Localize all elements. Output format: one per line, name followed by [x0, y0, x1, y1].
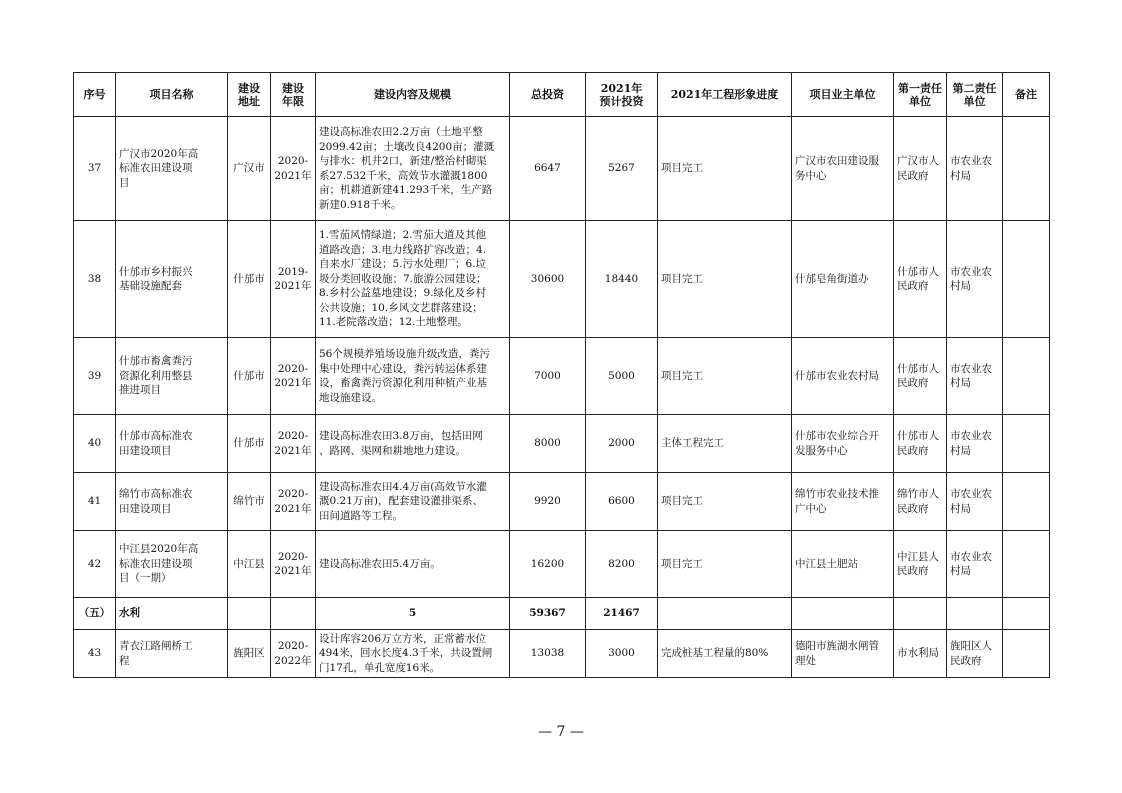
row-no: 39 — [74, 338, 116, 415]
section-total: 59367 — [510, 598, 586, 630]
header-progress: 2021年工程形象进度 — [658, 73, 792, 117]
row-content: 56个规模养殖场设施升级改造，粪污 集中处理中心建设，粪污转运体系建 设，畜禽粪污资源化利用种植产业基 地设施建设。 — [316, 338, 510, 415]
section-count: 5 — [316, 598, 510, 630]
row-progress: 项目完工 — [658, 338, 792, 415]
row-location: 中江县 — [228, 531, 271, 598]
row-no: 43 — [74, 630, 116, 678]
table-row — [74, 531, 1050, 598]
row-location: 广汉市 — [228, 117, 271, 221]
row-first: 什邡市人 民政府 — [894, 415, 947, 473]
row-first: 绵竹市人 民政府 — [894, 473, 947, 531]
row-progress: 项目完工 — [658, 117, 792, 221]
row-plan: 5267 — [586, 117, 658, 221]
header-owner: 项目业主单位 — [792, 73, 894, 117]
row-content: 建设高标准农田2.2万亩（土地平整 2099.42亩；土壤改良4200亩；灌溉 与排水：机井2口，新建/整治村砌渠 系27.532千米，高效节水灌溉1800 亩；机耕道新建41.293千米，生产路 新建0.918千米。 — [316, 117, 510, 221]
row-first: 市水利局 — [894, 630, 947, 678]
row-progress: 项目完工 — [658, 531, 792, 598]
row-second: 市农业农 村局 — [947, 221, 1003, 338]
row-owner: 德阳市旌湖水闸管 理处 — [792, 630, 894, 678]
row-name: 绵竹市高标准农 田建设项目 — [116, 473, 228, 531]
row-first: 什邡市人 民政府 — [894, 221, 947, 338]
row-content: 1.雪茄风情绿道；2.雪茄大道及其他 道路改造；3.电力线路扩容改造；4. 自来水厂建设；5.污水处理厂；6.垃 圾分类回收设施；7.旅游公园建设； 8.乡村公益墓地建设；9.绿化及乡村 公共设施；10.乡风文艺群落建设； 11.老院落改造；12.土地整理。 — [316, 221, 510, 338]
row-note — [1003, 630, 1050, 678]
row-owner: 什邡市农业农村局 — [792, 338, 894, 415]
row-note — [1003, 338, 1050, 415]
row-name: 什邡市乡村振兴 基础设施配套 — [116, 221, 228, 338]
row-plan: 8200 — [586, 531, 658, 598]
empty-cell — [894, 598, 947, 630]
header-name: 项目名称 — [116, 73, 228, 117]
empty-cell — [658, 598, 792, 630]
row-period: 2020- 2021年 — [271, 531, 316, 598]
header-no: 序号 — [74, 73, 116, 117]
table-row — [74, 221, 1050, 338]
section-plan: 21467 — [586, 598, 658, 630]
row-first: 中江县人 民政府 — [894, 531, 947, 598]
row-total: 8000 — [510, 415, 586, 473]
row-name: 什邡市高标准农 田建设项目 — [116, 415, 228, 473]
empty-cell — [947, 598, 1003, 630]
row-name: 中江县2020年高 标准农田建设项 目（一期） — [116, 531, 228, 598]
table-row — [74, 338, 1050, 415]
table-row — [74, 415, 1050, 473]
table-row — [74, 117, 1050, 221]
row-second: 市农业农 村局 — [947, 531, 1003, 598]
section-name: 水利 — [116, 598, 228, 630]
row-total: 7000 — [510, 338, 586, 415]
row-total: 9920 — [510, 473, 586, 531]
header-location: 建设 地址 — [228, 73, 271, 117]
row-progress: 完成桩基工程量的80% — [658, 630, 792, 678]
row-second: 旌阳区人 民政府 — [947, 630, 1003, 678]
row-owner: 绵竹市农业技术推 广中心 — [792, 473, 894, 531]
row-first: 广汉市人 民政府 — [894, 117, 947, 221]
row-location: 什邡市 — [228, 221, 271, 338]
row-second: 市农业农 村局 — [947, 473, 1003, 531]
header-period: 建设 年限 — [271, 73, 316, 117]
row-period: 2019- 2021年 — [271, 221, 316, 338]
row-note — [1003, 531, 1050, 598]
row-second: 市农业农 村局 — [947, 117, 1003, 221]
header-second: 第二责任 单位 — [947, 73, 1003, 117]
row-progress: 主体工程完工 — [658, 415, 792, 473]
empty-cell — [1003, 598, 1050, 630]
row-period: 2020- 2021年 — [271, 415, 316, 473]
row-location: 旌阳区 — [228, 630, 271, 678]
empty-cell — [228, 598, 271, 630]
row-first: 什邡市人 民政府 — [894, 338, 947, 415]
row-note — [1003, 415, 1050, 473]
row-plan: 3000 — [586, 630, 658, 678]
row-plan: 5000 — [586, 338, 658, 415]
header-total: 总投资 — [510, 73, 586, 117]
row-period: 2020- 2021年 — [271, 473, 316, 531]
row-name: 广汉市2020年高 标准农田建设项 目 — [116, 117, 228, 221]
row-total: 6647 — [510, 117, 586, 221]
row-location: 绵竹市 — [228, 473, 271, 531]
row-note — [1003, 473, 1050, 531]
row-total: 16200 — [510, 531, 586, 598]
row-content: 建设高标准农田4.4万亩(高效节水灌 溉0.21万亩)，配套建设灌排渠系、 田间道路等工程。 — [316, 473, 510, 531]
row-period: 2020- 2022年 — [271, 630, 316, 678]
row-owner: 广汉市农田建设服 务中心 — [792, 117, 894, 221]
row-plan: 2000 — [586, 415, 658, 473]
project-table — [73, 72, 1050, 678]
row-owner: 什邡皂角街道办 — [792, 221, 894, 338]
row-no: 38 — [74, 221, 116, 338]
page-number: — 7 — — [538, 724, 584, 740]
header-note: 备注 — [1003, 73, 1050, 117]
row-no: 40 — [74, 415, 116, 473]
row-second: 市农业农 村局 — [947, 338, 1003, 415]
empty-cell — [792, 598, 894, 630]
row-owner: 中江县土肥站 — [792, 531, 894, 598]
row-no: 37 — [74, 117, 116, 221]
header-plan: 2021年 预计投资 — [586, 73, 658, 117]
row-total: 13038 — [510, 630, 586, 678]
row-plan: 6600 — [586, 473, 658, 531]
row-note — [1003, 221, 1050, 338]
row-name: 什邡市畜禽粪污 资源化利用整县 推进项目 — [116, 338, 228, 415]
section-no: （五） — [74, 598, 116, 630]
row-content: 设计库容206万立方米，正常蓄水位 494米，回水长度4.3千米，共设置闸 门17孔，单孔宽度16米。 — [316, 630, 510, 678]
row-content: 建设高标准农田5.4万亩。 — [316, 531, 510, 598]
row-location: 什邡市 — [228, 338, 271, 415]
empty-cell — [271, 598, 316, 630]
header-first: 第一责任 单位 — [894, 73, 947, 117]
row-owner: 什邡市农业综合开 发服务中心 — [792, 415, 894, 473]
table-row — [74, 473, 1050, 531]
row-plan: 18440 — [586, 221, 658, 338]
row-progress: 项目完工 — [658, 473, 792, 531]
header-content: 建设内容及规模 — [316, 73, 510, 117]
row-content: 建设高标准农田3.8万亩，包括田网 、路网、渠网和耕地地力建设。 — [316, 415, 510, 473]
row-no: 41 — [74, 473, 116, 531]
row-total: 30600 — [510, 221, 586, 338]
header-row — [74, 73, 1050, 117]
row-no: 42 — [74, 531, 116, 598]
row-note — [1003, 117, 1050, 221]
row-period: 2020- 2021年 — [271, 117, 316, 221]
row-location: 什邡市 — [228, 415, 271, 473]
row-period: 2020- 2021年 — [271, 338, 316, 415]
row-second: 市农业农 村局 — [947, 415, 1003, 473]
row-progress: 项目完工 — [658, 221, 792, 338]
row-name: 青衣江路闸桥工 程 — [116, 630, 228, 678]
section-row — [74, 598, 1050, 630]
table-row — [74, 630, 1050, 678]
